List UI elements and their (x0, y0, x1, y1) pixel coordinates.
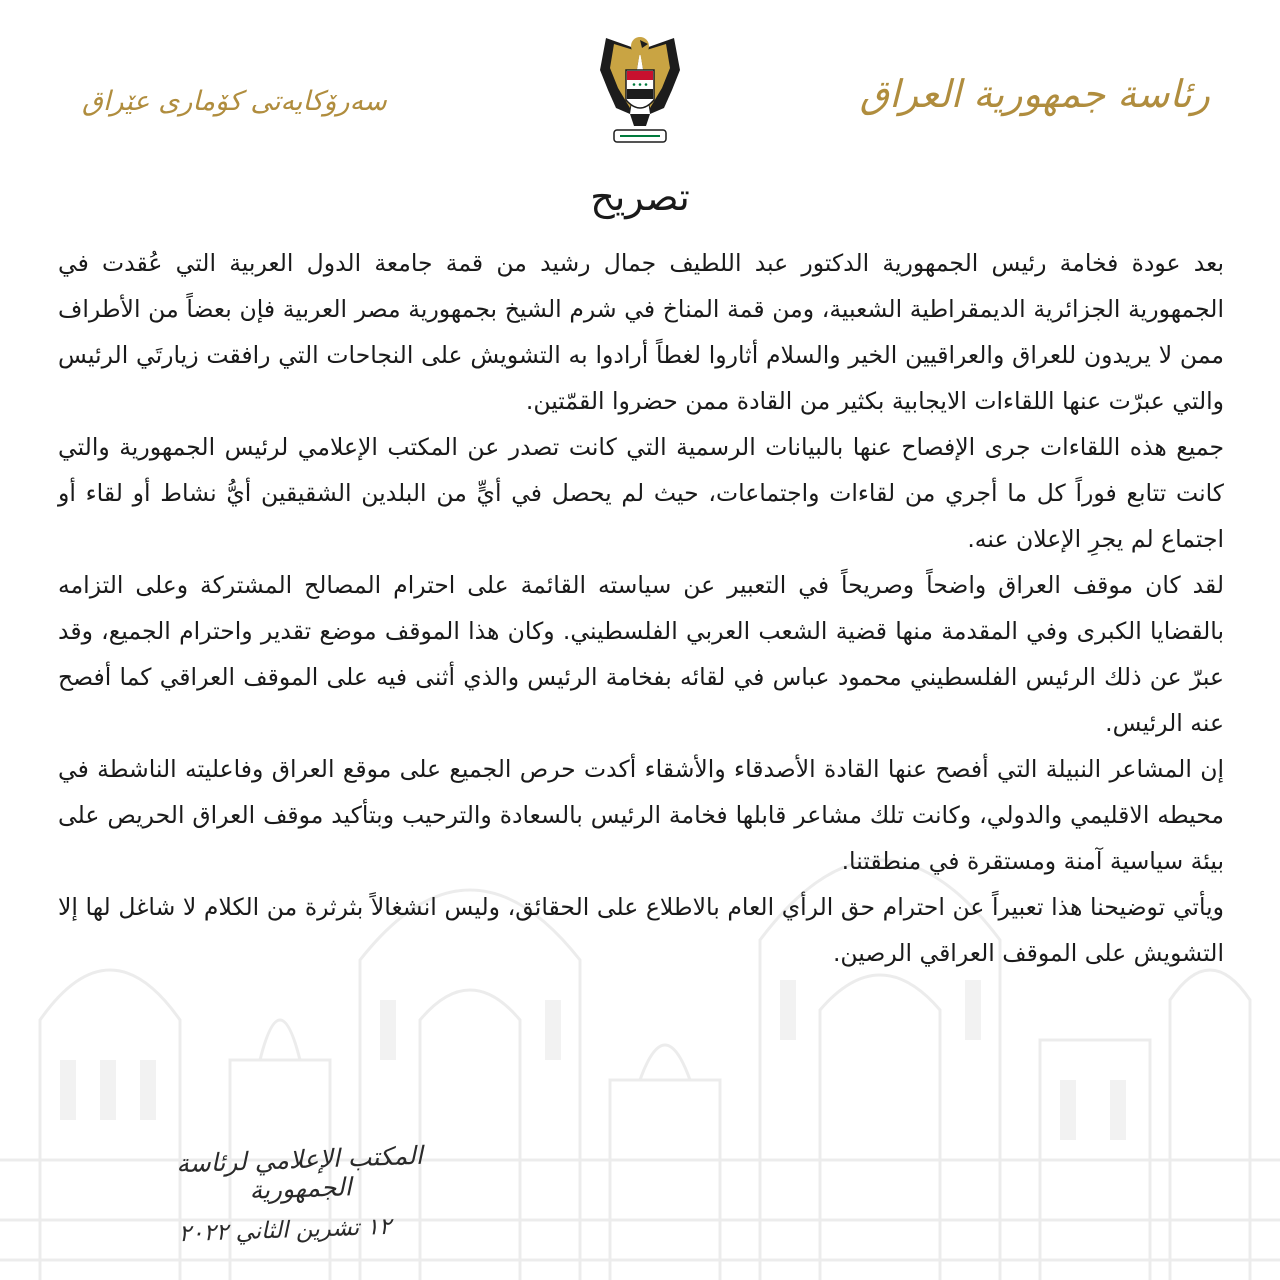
paragraph-3: لقد كان موقف العراق واضحاً وصريحاً في التعبير عن سياسته القائمة على احترام المصالح المشتركة وعلى التزامه بالقضايا الكبرى وفي المقدمة منها قضية الشعب العربي الفلسطيني. وكان هذا الموقف موضع تقدير واحترام الجميع، وقد عبرّ عن ذلك الرئيس الفلسطيني محمود عباس في لقائه بفخامة الرئيس والذي أثنى فيه على الموقف العراقي كما أفصح عنه الرئيس. (58, 571, 1224, 737)
document-title: تصريح (590, 175, 690, 219)
iraq-eagle-emblem-icon (596, 30, 684, 148)
paragraph-4: إن المشاعر النبيلة التي أفصح عنها القادة الأصدقاء والأشقاء أكدت حرص الجميع على موقع العراق وفاعليته الناشطة في محيطه الاقليمي والدولي، وكانت تلك مشاعر قابلها فخامة الرئيس بالسعادة والترحيب وبتأكيد موقف العراق الحريص على بيئة سياسية آمنة ومستقرة في منطقتنا. (58, 755, 1224, 875)
letterhead (0, 0, 1280, 170)
presidency-kurdish-logo: سەرۆکایەتی کۆماری عێراق (82, 86, 387, 117)
presidency-arabic-logo: رئاسة جمهورية العراق (859, 72, 1210, 116)
signature-office: المكتب الإعلامي لرئاسة الجمهورية (175, 1140, 424, 1205)
statement-body (58, 240, 1224, 976)
signature-date: ١٢ تشرين الثاني ٢٠٢٢ (178, 1213, 392, 1248)
signature-block (130, 1140, 470, 1248)
paragraph-1: بعد عودة فخامة رئيس الجمهورية الدكتور عبد اللطيف جمال رشيد من قمة جامعة الدول العربية التي عُقدت في الجمهورية الجزائرية الديمقراطية الشعبية، ومن قمة المناخ في شرم الشيخ بجمهورية مصر العربية فإن بعضاً من الأطراف ممن لا يريدون للعراق والعراقيين الخير والسلام أثاروا لغطاً أرادوا به التشويش على النجاحات التي رافقت زيارتَي الرئيس والتي عبرّت عنها اللقاءات الايجابية بكثير من القادة ممن حضروا القمّتين. (58, 249, 1224, 415)
paragraph-5: ويأتي توضيحنا هذا تعبيراً عن احترام حق الرأي العام بالاطلاع على الحقائق، وليس انشغالاً بثرثرة من الكلام لا شاغل لها إلا التشويش على الموقف العراقي الرصين. (58, 893, 1224, 967)
paragraph-2: جميع هذه اللقاءات جرى الإفصاح عنها بالبيانات الرسمية التي كانت تصدر عن المكتب الإعلامي لرئيس الجمهورية والتي كانت تتابع فوراً كل ما أجري من لقاءات واجتماعات، حيث لم يحصل في أيٍّ من البلدين الشقيقين أيُّ نشاط أو لقاء أو اجتماع لم يجرِ الإعلان عنه. (58, 433, 1224, 553)
